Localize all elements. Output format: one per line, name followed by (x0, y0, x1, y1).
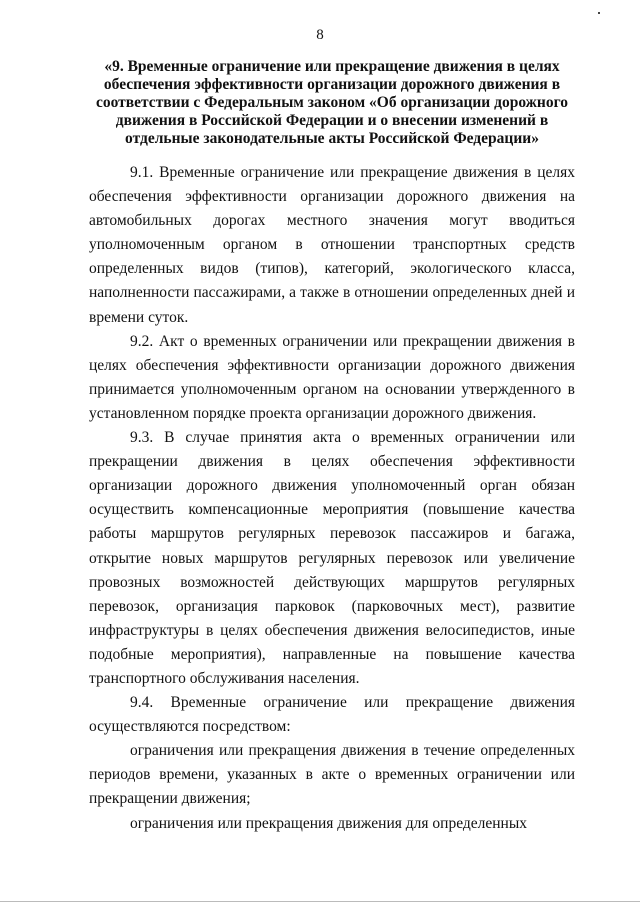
document-body (89, 161, 575, 836)
paragraph-9-3: 9.3. В случае принятия акта о временных ограничении или прекращении движения в целях обеспечения эффективности организации дорожного движения уполномоченный орган обязан осуществить компенсационные мероприятия (повышение качества работы маршрутов регулярных перевозок пассажиров и багажа, открытие новых маршрутов регулярных перевозок или увеличение провозных возможностей действующих маршрутов регулярных перевозок, организация парковок (парковочных мест), развитие инфраструктуры в целях обеспечения движения велосипедистов, иные подобные мероприятия), направленные на повышение качества транспортного обслуживания населения. (89, 429, 575, 687)
scan-speck (598, 12, 600, 14)
paragraph-9-4: 9.4. Временные ограничение или прекращение движения осуществляются посредством: (89, 694, 575, 736)
paragraph-9-1: 9.1. Временные ограничение или прекращение движения в целях обеспечения эффективности организации дорожного движения на автомобильных дорогах местного значения могут вводиться уполномоченным органом в отношении транспортных средств определенных видов (типов), категорий, экологического класса, наполненности пассажирами, а также в отношении определенных дней и времени суток. (89, 164, 575, 326)
scan-bottom-edge (0, 901, 640, 902)
section-heading: «9. Временные ограничение или прекращение движения в целях обеспечения эффективности организации дорожного движения в соответствии с Федеральным законом «Об организации дорожного движения в Российской Федерации и о внесении изменений в отдельные законодательные акты Российской Федерации» (95, 58, 569, 147)
page-number: 8 (316, 27, 324, 43)
list-item-vehicles: ограничения или прекращения движения для определенных (130, 814, 527, 832)
list-item-periods: ограничения или прекращения движения в течение определенных периодов времени, указанных в акте о временных ограничении или прекращении движения; (89, 742, 575, 808)
paragraph-9-2: 9.2. Акт о временных ограничении или прекращении движения в целях обеспечения эффективности организации дорожного движения принимается уполномоченным органом на основании утвержденного в установленном порядке проекта организации дорожного движения. (89, 332, 575, 422)
